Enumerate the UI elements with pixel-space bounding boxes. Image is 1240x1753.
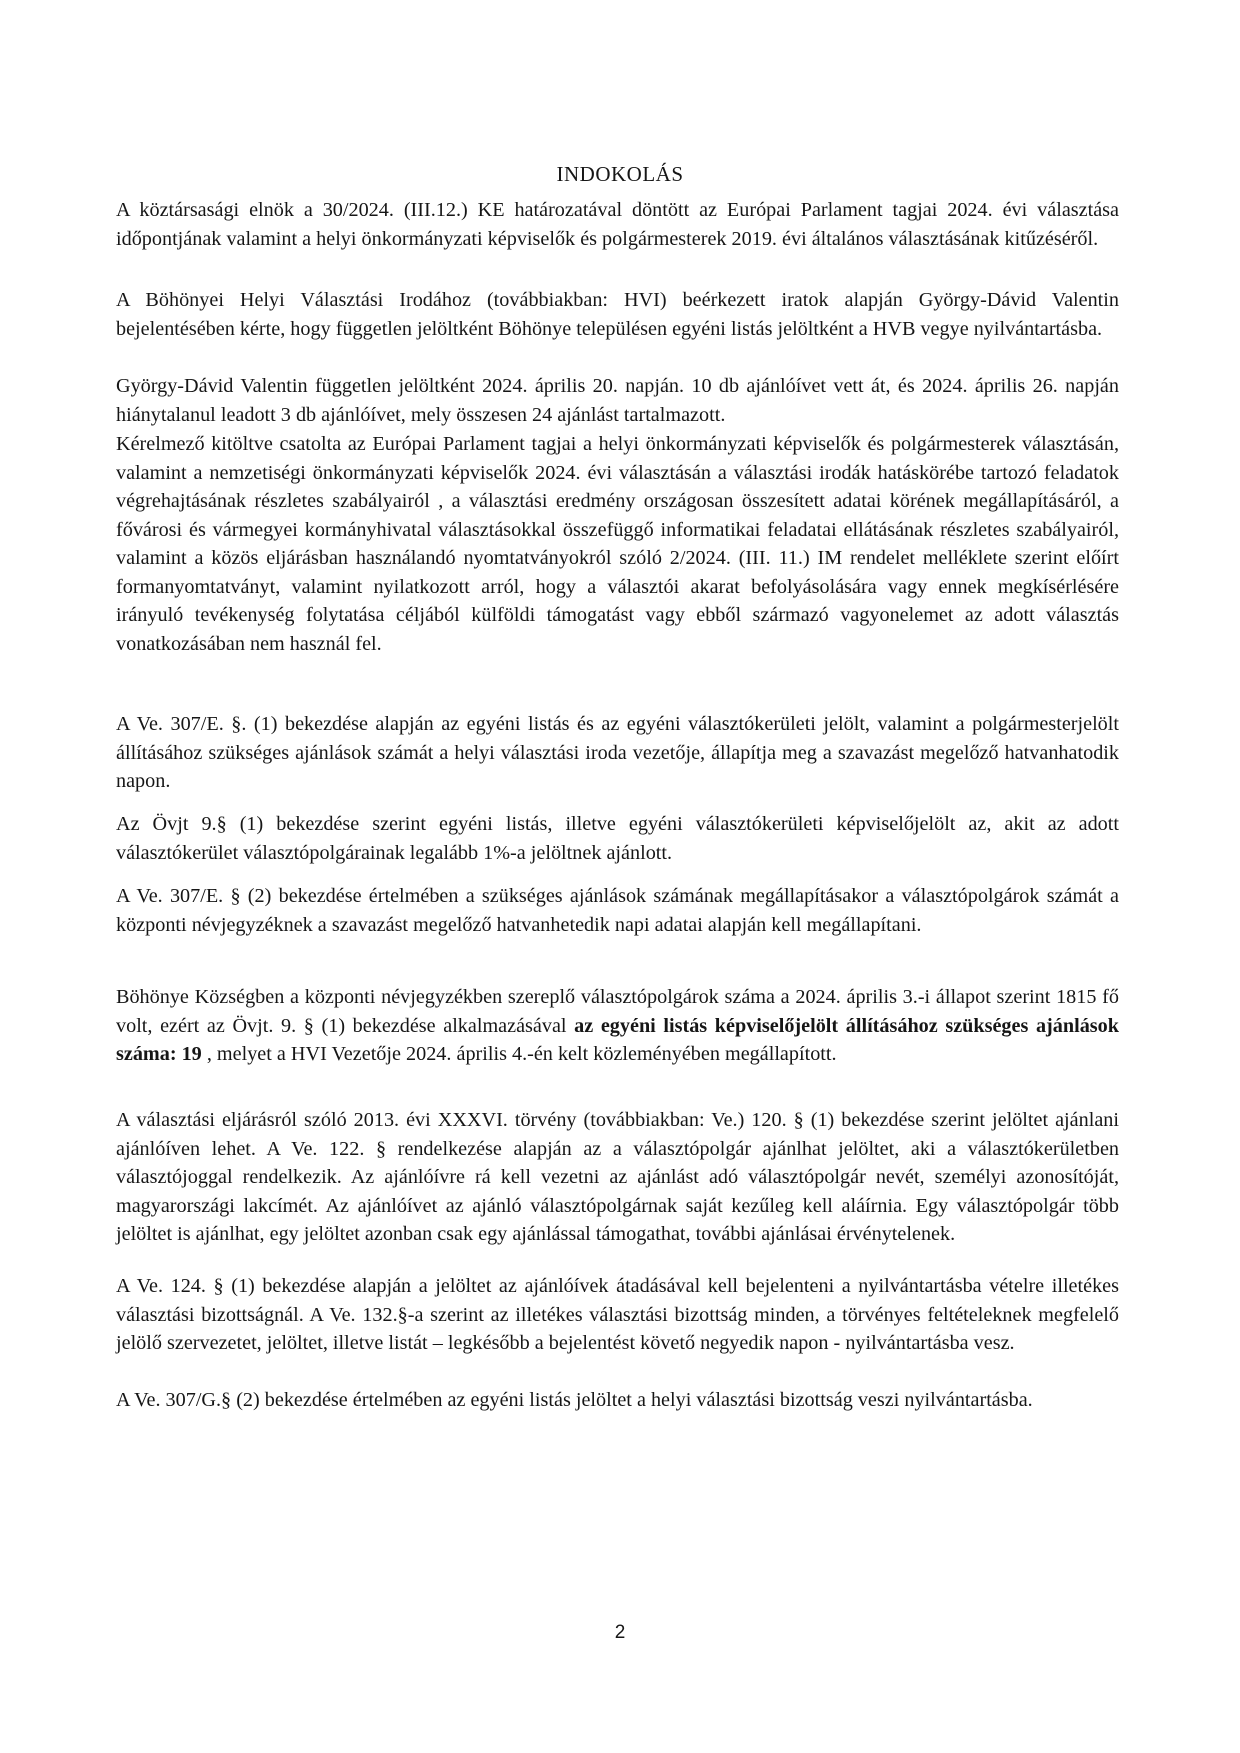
paragraph-ve-307e-2: A Ve. 307/E. § (2) bekezdése értelmében a szükséges ajánlások számának megállapításakor a választópolgárok számát a központi névjegyzéknek a szavazást megelőző hatvanhetedik napi adatai alapján kell megállapítani. <box>116 885 1119 936</box>
paragraph-required-recommendations <box>116 983 1119 1069</box>
paragraph-recommendation-sheets: György-Dávid Valentin független jelöltként 2024. április 20. napján. 10 db ajánlóívet vett át, és 2024. április 26. napján hiánytalanul leadott 3 db ajánlóívet, mely összesen 24 ajánlást tartalmazott. <box>116 375 1119 426</box>
paragraph-text: , melyet a HVI Vezetője 2024. április 4.-én kelt közleményében megállapított. <box>201 1043 837 1065</box>
paragraph-candidate-request: A Böhönyei Helyi Választási Irodához (továbbiakban: HVI) beérkezett iratok alapján György-Dávid Valentin bejelentésében kérte, hogy független jelöltként Böhönye településen egyéni listás jelöltként a HVB vegye nyilvántartásba. <box>116 289 1119 340</box>
required-recommendations-highlight: az egyéni listás képviselőjelölt állításához szükséges ajánlások száma: 19 <box>116 1014 1119 1065</box>
paragraph-text: Böhönye Községben a központi névjegyzékben szereplő választópolgárok száma a 2024. április 3.-i állapot szerint 1815 fő volt, ezért az Övjt. 9. § (1) bekezdése alkalmazásával <box>116 986 1119 1037</box>
paragraph-ve-307e-1: A Ve. 307/E. §. (1) bekezdése alapján az egyéni listás és az egyéni választókerületi jelölt, valamint a polgármesterjelölt állításához szükséges ajánlások számát a helyi választási iroda vezetője, állapítja meg a szavazást megelőző hatvanhatodik napon. <box>116 713 1119 792</box>
paragraph-ve-307g: A Ve. 307/G.§ (2) bekezdése értelmében az egyéni listás jelöltet a helyi választási bizottság veszi nyilvántartásba. <box>116 1389 1033 1411</box>
paragraph-ve-124-132: A Ve. 124. § (1) bekezdése alapján a jelöltet az ajánlóívek átadásával kell bejelenteni a nyilvántartásba vételre illetékes választási bizottságnál. A Ve. 132.§-a szerint az illetékes választási bizottság minden, a törvényes feltételeknek megfelelő jelölő szervezetet, jelöltet, illetve listát – legkésőbb a bejelentést követő negyedik napon - nyilvántartásba vesz. <box>116 1275 1119 1354</box>
page-number: 2 <box>614 1622 626 1643</box>
paragraph-ve-120-122: A választási eljárásról szóló 2013. évi XXXVI. törvény (továbbiakban: Ve.) 120. § (1) bekezdése szerint jelöltet ajánlani ajánlóíven lehet. A Ve. 122. § rendelkezése alapján az a választópolgár ajánlhat jelöltet, aki a választókerületben választójoggal rendelkezik. Az ajánlóívre rá kell vezetni az ajánlást adó választópolgár nevét, személyi azonosítóját, magyarországi lakcímét. Az ajánlóívet az ajánló választópolgárnak saját kezűleg kell aláírnia. Egy választópolgár több jelöltet is ajánlhat, egy jelöltet azonban csak egy ajánlással támogathat, további ajánlásai érvénytelenek. <box>116 1109 1119 1245</box>
paragraph-ovjt-9: Az Övjt 9.§ (1) bekezdése szerint egyéni listás, illetve egyéni választókerületi képviselőjelölt az, akit az adott választókerület választópolgárainak legalább 1%-a jelöltnek ajánlott. <box>116 813 1119 864</box>
document-title: INDOKOLÁS <box>556 162 684 186</box>
paragraph-election-decree: A köztársasági elnök a 30/2024. (III.12.) KE határozatával döntött az Európai Parlament tagjai 2024. évi választása időpontjának valamint a helyi önkormányzati képviselők és polgármesterek 2019. évi általános választásának kitűzéséről. <box>116 199 1119 250</box>
paragraph-submitted-forms: Kérelmező kitöltve csatolta az Európai Parlament tagjai a helyi önkormányzati képviselők és polgármesterek választásán, valamint a nemzetiségi önkormányzati képviselők 2024. évi választásán a választási irodák hatáskörébe tartozó feladatok végrehajtásának részletes szabályairól , a választási eredmény országosan összesített adatai körének megállapításáról, a fővárosi és vármegyei kormányhivatal választásokkal összefüggő informatikai feladatai ellátásának részletes szabályairól, valamint a közös eljárásban használandó nyomtatványokról szóló 2/2024. (III. 11.) IM rendelet melléklete szerint előírt formanyomtatványt, valamint nyilatkozott arról, hogy a választói akarat befolyásolására vagy ennek megkísérlésére irányuló tevékenység folytatása céljából külföldi támogatást vagy ebből származó vagyonelemet az adott választás vonatkozásában nem használ fel. <box>116 433 1119 655</box>
